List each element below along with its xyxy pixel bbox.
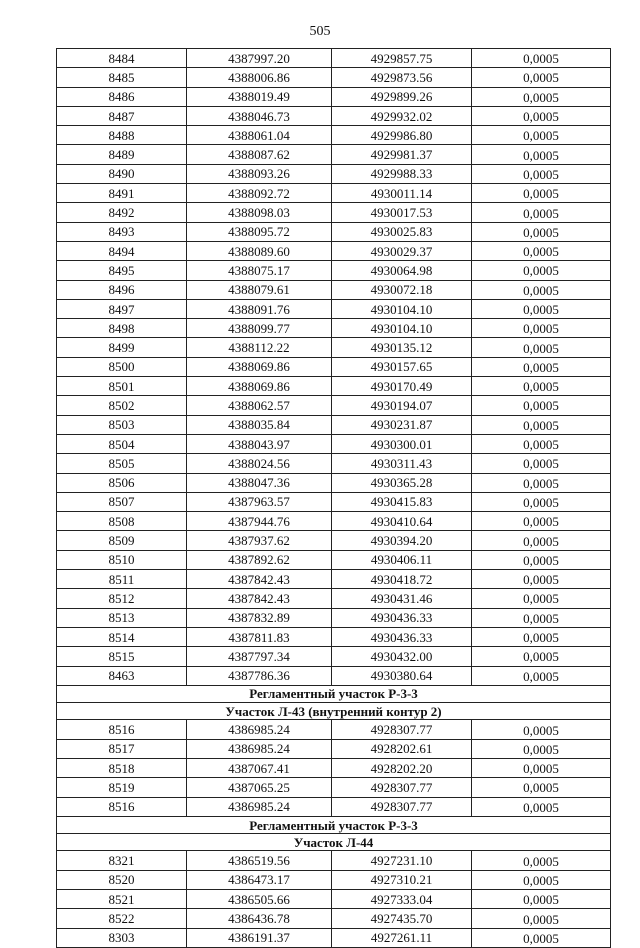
point-number-cell: 8506 [57,473,187,492]
y-coordinate-cell: 4929932.02 [332,106,472,125]
y-coordinate-cell: 4930025.83 [332,222,472,241]
accuracy-cell: 0,0005 [472,531,611,550]
y-coordinate-cell: 4927261.11 [332,928,472,947]
y-coordinate-cell: 4930415.83 [332,492,472,511]
point-number-cell: 8493 [57,222,187,241]
point-number-cell: 8514 [57,627,187,646]
x-coordinate-cell: 4388043.97 [187,434,332,453]
x-coordinate-cell: 4387811.83 [187,627,332,646]
accuracy-cell: 0,0005 [472,589,611,608]
section-title: Регламентный участок Р-3-3 [57,685,611,702]
accuracy-cell: 0,0005 [472,454,611,473]
y-coordinate-cell: 4928307.77 [332,778,472,797]
y-coordinate-cell: 4928307.77 [332,797,472,816]
point-number-cell: 8505 [57,454,187,473]
point-number-cell: 8509 [57,531,187,550]
x-coordinate-cell: 4387786.36 [187,666,332,685]
x-coordinate-cell: 4386985.24 [187,720,332,739]
y-coordinate-cell: 4929857.75 [332,49,472,68]
table-row [57,851,611,870]
y-coordinate-cell: 4928202.20 [332,758,472,777]
accuracy-cell: 0,0005 [472,280,611,299]
x-coordinate-cell: 4388019.49 [187,87,332,106]
x-coordinate-cell: 4388075.17 [187,261,332,280]
x-coordinate-cell: 4387963.57 [187,492,332,511]
table-row [57,241,611,260]
accuracy-cell: 0,0005 [472,492,611,511]
accuracy-cell: 0,0005 [472,797,611,816]
accuracy-cell: 0,0005 [472,106,611,125]
y-coordinate-cell: 4930418.72 [332,570,472,589]
accuracy-cell: 0,0005 [472,222,611,241]
point-number-cell: 8507 [57,492,187,511]
point-number-cell: 8484 [57,49,187,68]
table-row [57,570,611,589]
table-row [57,666,611,685]
x-coordinate-cell: 4386505.66 [187,890,332,909]
accuracy-cell: 0,0005 [472,627,611,646]
page-number: 505 [309,24,331,39]
table-row [57,203,611,222]
accuracy-cell: 0,0005 [472,319,611,338]
point-number-cell: 8487 [57,106,187,125]
y-coordinate-cell: 4930072.18 [332,280,472,299]
accuracy-cell: 0,0005 [472,396,611,415]
accuracy-cell: 0,0005 [472,666,611,685]
accuracy-cell: 0,0005 [472,434,611,453]
accuracy-cell: 0,0005 [472,164,611,183]
accuracy-cell: 0,0005 [472,87,611,106]
table-row [57,890,611,909]
table-row [57,106,611,125]
point-number-cell: 8508 [57,512,187,531]
point-number-cell: 8498 [57,319,187,338]
accuracy-cell: 0,0005 [472,739,611,758]
x-coordinate-cell: 4388095.72 [187,222,332,241]
x-coordinate-cell: 4387937.62 [187,531,332,550]
table-row [57,68,611,87]
point-number-cell: 8321 [57,851,187,870]
x-coordinate-cell: 4388098.03 [187,203,332,222]
point-number-cell: 8494 [57,241,187,260]
section-title: Участок Л-44 [57,834,611,851]
x-coordinate-cell: 4388112.22 [187,338,332,357]
x-coordinate-cell: 4387997.20 [187,49,332,68]
table-row [57,720,611,739]
accuracy-cell: 0,0005 [472,909,611,928]
x-coordinate-cell: 4388079.61 [187,280,332,299]
accuracy-cell: 0,0005 [472,145,611,164]
x-coordinate-cell: 4388091.76 [187,299,332,318]
table-row [57,797,611,816]
y-coordinate-cell: 4927435.70 [332,909,472,928]
coordinates-table-body [57,49,611,948]
y-coordinate-cell: 4927310.21 [332,870,472,889]
point-number-cell: 8500 [57,357,187,376]
accuracy-cell: 0,0005 [472,415,611,434]
point-number-cell: 8491 [57,184,187,203]
y-coordinate-cell: 4929986.80 [332,126,472,145]
accuracy-cell: 0,0005 [472,241,611,260]
table-row [57,647,611,666]
accuracy-cell: 0,0005 [472,870,611,889]
x-coordinate-cell: 4388069.86 [187,377,332,396]
x-coordinate-cell: 4386985.24 [187,797,332,816]
y-coordinate-cell: 4928307.77 [332,720,472,739]
point-number-cell: 8519 [57,778,187,797]
section-header-row [57,834,611,851]
accuracy-cell: 0,0005 [472,203,611,222]
table-row [57,550,611,569]
y-coordinate-cell: 4930029.37 [332,241,472,260]
table-row [57,145,611,164]
table-row [57,126,611,145]
x-coordinate-cell: 4388006.86 [187,68,332,87]
y-coordinate-cell: 4930170.49 [332,377,472,396]
x-coordinate-cell: 4388093.26 [187,164,332,183]
y-coordinate-cell: 4929981.37 [332,145,472,164]
section-header-row [57,703,611,720]
y-coordinate-cell: 4930011.14 [332,184,472,203]
table-row [57,870,611,889]
accuracy-cell: 0,0005 [472,473,611,492]
table-row [57,338,611,357]
section-title: Регламентный участок Р-3-3 [57,816,611,833]
table-row [57,280,611,299]
y-coordinate-cell: 4929873.56 [332,68,472,87]
point-number-cell: 8499 [57,338,187,357]
y-coordinate-cell: 4928202.61 [332,739,472,758]
accuracy-cell: 0,0005 [472,928,611,947]
x-coordinate-cell: 4386191.37 [187,928,332,947]
table-row [57,928,611,947]
y-coordinate-cell: 4930406.11 [332,550,472,569]
table-row [57,909,611,928]
x-coordinate-cell: 4388061.04 [187,126,332,145]
accuracy-cell: 0,0005 [472,758,611,777]
y-coordinate-cell: 4930432.00 [332,647,472,666]
point-number-cell: 8517 [57,739,187,758]
table-row [57,164,611,183]
point-number-cell: 8513 [57,608,187,627]
point-number-cell: 8492 [57,203,187,222]
y-coordinate-cell: 4930380.64 [332,666,472,685]
y-coordinate-cell: 4927333.04 [332,890,472,909]
table-row [57,473,611,492]
table-row [57,492,611,511]
y-coordinate-cell: 4930104.10 [332,299,472,318]
table-row [57,319,611,338]
y-coordinate-cell: 4930394.20 [332,531,472,550]
accuracy-cell: 0,0005 [472,299,611,318]
table-row [57,49,611,68]
table-row [57,531,611,550]
y-coordinate-cell: 4930436.33 [332,627,472,646]
point-number-cell: 8520 [57,870,187,889]
x-coordinate-cell: 4387944.76 [187,512,332,531]
point-number-cell: 8510 [57,550,187,569]
coordinates-table [56,48,611,948]
x-coordinate-cell: 4387067.41 [187,758,332,777]
y-coordinate-cell: 4930135.12 [332,338,472,357]
point-number-cell: 8502 [57,396,187,415]
table-row [57,627,611,646]
y-coordinate-cell: 4930300.01 [332,434,472,453]
y-coordinate-cell: 4930104.10 [332,319,472,338]
table-row [57,739,611,758]
accuracy-cell: 0,0005 [472,357,611,376]
y-coordinate-cell: 4930365.28 [332,473,472,492]
y-coordinate-cell: 4929988.33 [332,164,472,183]
accuracy-cell: 0,0005 [472,68,611,87]
y-coordinate-cell: 4929899.26 [332,87,472,106]
accuracy-cell: 0,0005 [472,608,611,627]
x-coordinate-cell: 4386436.78 [187,909,332,928]
x-coordinate-cell: 4386473.17 [187,870,332,889]
table-row [57,377,611,396]
x-coordinate-cell: 4388047.36 [187,473,332,492]
accuracy-cell: 0,0005 [472,570,611,589]
accuracy-cell: 0,0005 [472,890,611,909]
accuracy-cell: 0,0005 [472,550,611,569]
x-coordinate-cell: 4386985.24 [187,739,332,758]
point-number-cell: 8485 [57,68,187,87]
y-coordinate-cell: 4930410.64 [332,512,472,531]
accuracy-cell: 0,0005 [472,512,611,531]
table-row [57,454,611,473]
table-row [57,222,611,241]
x-coordinate-cell: 4387842.43 [187,570,332,589]
point-number-cell: 8463 [57,666,187,685]
point-number-cell: 8511 [57,570,187,589]
x-coordinate-cell: 4388062.57 [187,396,332,415]
y-coordinate-cell: 4930436.33 [332,608,472,627]
x-coordinate-cell: 4388099.77 [187,319,332,338]
point-number-cell: 8515 [57,647,187,666]
table-row [57,87,611,106]
y-coordinate-cell: 4930311.43 [332,454,472,473]
point-number-cell: 8486 [57,87,187,106]
x-coordinate-cell: 4388069.86 [187,357,332,376]
table-row [57,357,611,376]
x-coordinate-cell: 4388035.84 [187,415,332,434]
y-coordinate-cell: 4930194.07 [332,396,472,415]
table-row [57,396,611,415]
accuracy-cell: 0,0005 [472,261,611,280]
accuracy-cell: 0,0005 [472,184,611,203]
y-coordinate-cell: 4930157.65 [332,357,472,376]
x-coordinate-cell: 4388024.56 [187,454,332,473]
accuracy-cell: 0,0005 [472,851,611,870]
point-number-cell: 8501 [57,377,187,396]
table-row [57,512,611,531]
accuracy-cell: 0,0005 [472,720,611,739]
y-coordinate-cell: 4930231.87 [332,415,472,434]
table-row [57,261,611,280]
section-header-row [57,816,611,833]
x-coordinate-cell: 4387842.43 [187,589,332,608]
table-row [57,608,611,627]
accuracy-cell: 0,0005 [472,49,611,68]
accuracy-cell: 0,0005 [472,778,611,797]
point-number-cell: 8495 [57,261,187,280]
y-coordinate-cell: 4930064.98 [332,261,472,280]
y-coordinate-cell: 4927231.10 [332,851,472,870]
point-number-cell: 8497 [57,299,187,318]
point-number-cell: 8516 [57,720,187,739]
x-coordinate-cell: 4388089.60 [187,241,332,260]
table-row [57,434,611,453]
x-coordinate-cell: 4388046.73 [187,106,332,125]
point-number-cell: 8490 [57,164,187,183]
section-header-row [57,685,611,702]
table-row [57,589,611,608]
table-row [57,758,611,777]
x-coordinate-cell: 4388092.72 [187,184,332,203]
point-number-cell: 8518 [57,758,187,777]
point-number-cell: 8521 [57,890,187,909]
point-number-cell: 8488 [57,126,187,145]
table-row [57,778,611,797]
x-coordinate-cell: 4388087.62 [187,145,332,164]
x-coordinate-cell: 4387797.34 [187,647,332,666]
y-coordinate-cell: 4930017.53 [332,203,472,222]
x-coordinate-cell: 4386519.56 [187,851,332,870]
point-number-cell: 8512 [57,589,187,608]
point-number-cell: 8489 [57,145,187,164]
y-coordinate-cell: 4930431.46 [332,589,472,608]
table-row [57,299,611,318]
point-number-cell: 8496 [57,280,187,299]
x-coordinate-cell: 4387892.62 [187,550,332,569]
accuracy-cell: 0,0005 [472,126,611,145]
point-number-cell: 8504 [57,434,187,453]
point-number-cell: 8303 [57,928,187,947]
point-number-cell: 8503 [57,415,187,434]
accuracy-cell: 0,0005 [472,647,611,666]
section-title: Участок Л-43 (внутренний контур 2) [57,703,611,720]
accuracy-cell: 0,0005 [472,338,611,357]
x-coordinate-cell: 4387832.89 [187,608,332,627]
table-row [57,415,611,434]
accuracy-cell: 0,0005 [472,377,611,396]
point-number-cell: 8516 [57,797,187,816]
point-number-cell: 8522 [57,909,187,928]
x-coordinate-cell: 4387065.25 [187,778,332,797]
table-row [57,184,611,203]
